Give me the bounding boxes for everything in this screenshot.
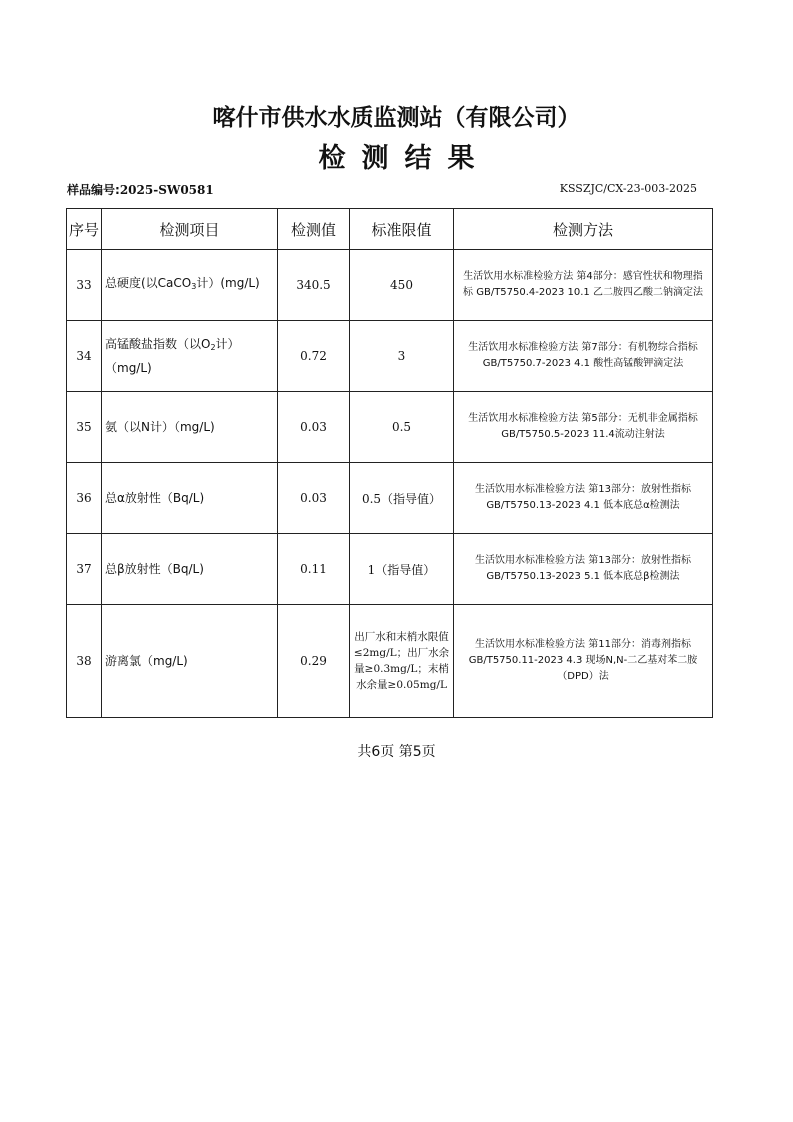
row-number: 35 <box>67 392 102 463</box>
test-item-text: 总β放射性（Bq/L) <box>105 562 204 576</box>
column-header-value: 检测值 <box>278 209 350 250</box>
test-item-text: 总α放射性（Bq/L) <box>105 491 205 505</box>
test-item-subscript: 2 <box>210 343 216 352</box>
standard-limit: 1（指导值） <box>350 534 454 605</box>
test-method: 生活饮用水标准检验方法 第13部分：放射性指标GB/T5750.13-2023 4.1 低本底总α检测法 <box>454 463 713 534</box>
column-header-method: 检测方法 <box>454 209 713 250</box>
organization-name: 喀什市供水水质监测站（有限公司） <box>212 105 581 131</box>
sample-number <box>67 181 214 198</box>
test-item <box>102 605 278 718</box>
table-header-row <box>67 209 713 250</box>
test-value: 0.11 <box>278 534 350 605</box>
test-method: 生活饮用水标准检验方法 第5部分：无机非金属指标 GB/T5750.5-2023 11.4流动注射法 <box>454 392 713 463</box>
standard-limit: 0.5（指导值） <box>350 463 454 534</box>
sample-number-value: 2025-SW0581 <box>119 183 214 197</box>
test-item-subscript: 3 <box>191 282 197 291</box>
test-method: 生活饮用水标准检验方法 第11部分：消毒剂指标 GB/T5750.11-2023 4.3 现场N,N-二乙基对苯二胺（DPD）法 <box>454 605 713 718</box>
table-row <box>67 392 713 463</box>
test-item-text-suffix: 计）(mg/L) <box>196 276 260 290</box>
test-method: 生活饮用水标准检验方法 第7部分：有机物综合指标 GB/T5750.7-2023 4.1 酸性高锰酸钾滴定法 <box>454 321 713 392</box>
test-item-text: 氨（以N计）（mg/L) <box>105 420 215 434</box>
row-number: 38 <box>67 605 102 718</box>
standard-limit: 3 <box>350 321 454 392</box>
test-method: 生活饮用水标准检验方法 第13部分：放射性指标GB/T5750.13-2023 5.1 低本底总β检测法 <box>454 534 713 605</box>
test-item <box>102 534 278 605</box>
table-row <box>67 321 713 392</box>
standard-limit: 0.5 <box>350 392 454 463</box>
table-row <box>67 605 713 718</box>
row-number: 36 <box>67 463 102 534</box>
test-item <box>102 392 278 463</box>
test-method: 生活饮用水标准检验方法 第4部分：感官性状和物理指标 GB/T5750.4-2023 10.1 乙二胺四乙酸二钠滴定法 <box>454 250 713 321</box>
test-item <box>102 321 278 392</box>
test-value: 0.72 <box>278 321 350 392</box>
standard-limit: 450 <box>350 250 454 321</box>
test-item <box>102 250 278 321</box>
column-header-no: 序号 <box>67 209 102 250</box>
page-indicator: 共6页 第5页 <box>357 744 436 760</box>
row-number: 33 <box>67 250 102 321</box>
report-code: KSSZJC/CX-23-003-2025 <box>559 182 697 195</box>
test-item-text-suffix: 计）（mg/L) <box>105 337 240 375</box>
test-value: 0.29 <box>278 605 350 718</box>
test-value: 340.5 <box>278 250 350 321</box>
table-row <box>67 463 713 534</box>
standard-limit: 出厂水和末梢水限值≤2mg/L；出厂水余量≥0.3mg/L；末梢水余量≥0.05mg/L <box>350 605 454 718</box>
test-value: 0.03 <box>278 392 350 463</box>
row-number: 37 <box>67 534 102 605</box>
table-row <box>67 534 713 605</box>
column-header-limit: 标准限值 <box>350 209 454 250</box>
test-item-text: 游离氯（mg/L) <box>105 654 188 668</box>
column-header-item: 检测项目 <box>102 209 278 250</box>
results-table <box>66 208 713 718</box>
document-title: 检测结果 <box>318 143 491 174</box>
table-row <box>67 250 713 321</box>
test-item <box>102 463 278 534</box>
row-number: 34 <box>67 321 102 392</box>
test-item-text: 高锰酸盐指数（以O <box>105 337 211 351</box>
sample-number-label: 样品编号: <box>67 183 120 197</box>
test-value: 0.03 <box>278 463 350 534</box>
test-item-text: 总硬度(以CaCO <box>105 276 192 290</box>
